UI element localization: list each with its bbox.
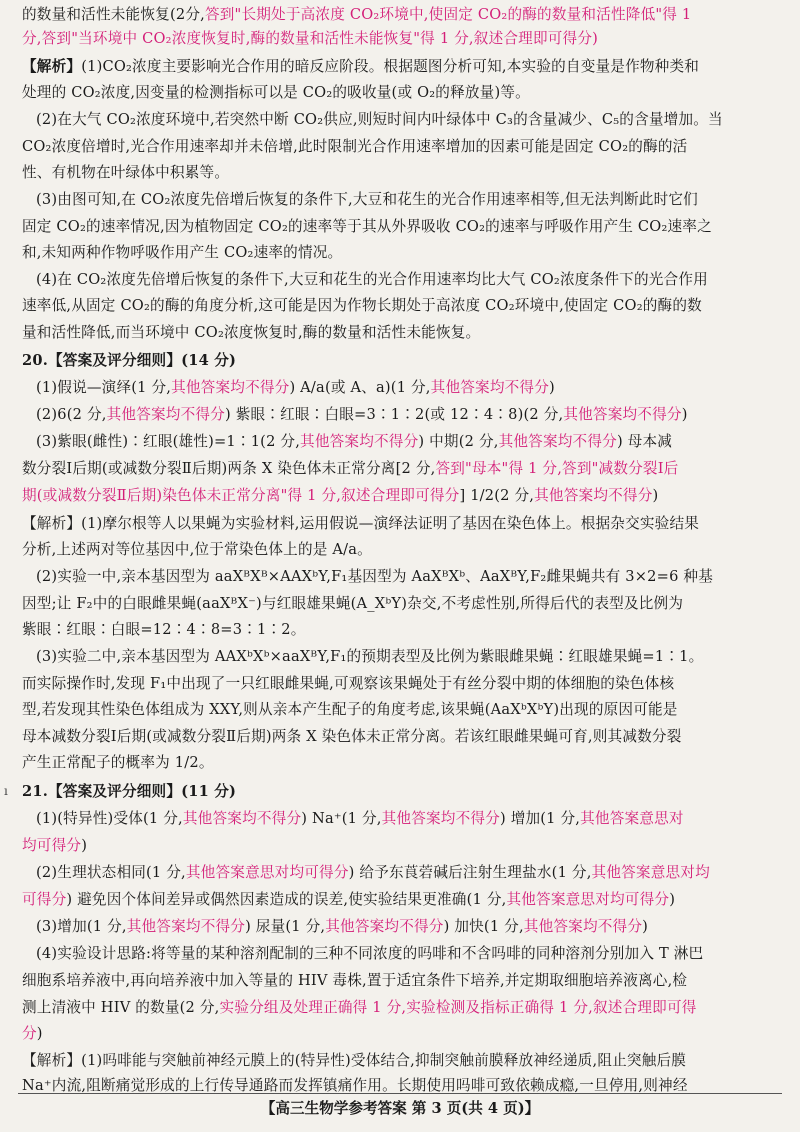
q20-analysis-3: (2)实验一中,亲本基因型为 aaXᴮXᴮ×AAXᵇY,F₁基因型为 AaXᴮXᵇ、AaXᴮY,F₂雌果蝇共有 3×2=6 种基 — [36, 568, 713, 585]
q19-analysis-5: 性、有机物在叶绿体中积累等。 — [22, 164, 230, 181]
q19-line-1: 分,答到"当环境中 CO₂浓度恢复时,酶的数量和活性未能恢复"得 1 分,叙述合理即可得分) — [22, 30, 599, 47]
footer-rule — [18, 1093, 782, 1094]
q21-answer-9: 分) — [22, 1025, 43, 1042]
q21-answer-8: 测上清液中 HIV 的数量(2 分,实验分组及处理正确得 1 分,实验检测及指标正确得 1 分,叙述合理即可得 — [22, 999, 697, 1016]
q19-analysis-10: 速率低,从固定 CO₂的酶的角度分析,这可能是因为作物长期处于高浓度 CO₂环境中,使固定 CO₂的酶的数 — [22, 297, 702, 314]
q20-analysis-6: (3)实验二中,亲本基因型为 AAXᵇXᵇ×aaXᴮY,F₁的预期表型及比例为紫眼雌果蝇∶红眼雄果蝇=1∶1。 — [36, 648, 704, 665]
q20-answer-5: 期(或减数分裂Ⅱ后期)染色体未正常分离"得 1 分,叙述合理即可得分] 1/2(2 分,其他答案均不得分) — [22, 487, 659, 504]
q20-answer-1: (1)假说—演绎(1 分,其他答案均不得分) A/a(或 A、a)(1 分,其他答案均不得分) — [36, 379, 555, 396]
q20-analysis-2: 分析,上述两对等位基因中,位于常染色体上的是 A/a。 — [22, 541, 372, 558]
page-footer: 【高三生物学参考答案 第 3 页(共 4 页)】 — [260, 1100, 540, 1117]
q21-answer-4: 可得分) 避免因个体间差异或偶然因素造成的误差,使实验结果更准确(1 分,其他答案意思对均可得分) — [22, 891, 676, 908]
margin-mark: ı — [4, 784, 8, 798]
q19-analysis-3: (2)在大气 CO₂浓度环境中,若突然中断 CO₂供应,则短时间内叶绿体中 C₃的含量减少、C₅的含量增加。当 — [36, 111, 723, 128]
q19-analysis-1: 【解析】(1)CO₂浓度主要影响光合作用的暗反应阶段。根据题图分析可知,本实验的自变量是作物种类和 — [22, 58, 700, 75]
q20-analysis-7: 而实际操作时,发现 F₁中出现了一只红眼雌果蝇,可观察该果蝇处于有丝分裂中期的体细胞的染色体核 — [22, 675, 675, 692]
q20-analysis-9: 母本减数分裂Ⅰ后期(或减数分裂Ⅱ后期)两条 X 染色体未正常分离。若该红眼雌果蝇可育,则其减数分裂 — [22, 728, 682, 745]
q20-answer-3: (3)紫眼(雌性)∶红眼(雄性)=1∶1(2 分,其他答案均不得分) 中期(2 分,其他答案均不得分) 母本减 — [36, 433, 673, 450]
q21-header: 21.【答案及评分细则】(11 分) — [22, 783, 237, 800]
q19-analysis-4: CO₂浓度倍增时,光合作用速率却并未倍增,此时限制光合作用速率增加的因素可能是固定 CO₂的酶的活 — [22, 138, 688, 155]
q21-answer-1: (1)(特异性)受体(1 分,其他答案均不得分) Na⁺(1 分,其他答案均不得分) 增加(1 分,其他答案意思对 — [36, 810, 684, 827]
q20-answer-4: 数分裂Ⅰ后期(或减数分裂Ⅱ后期)两条 X 染色体未正常分离[2 分,答到"母本"得 1 分,答到"减数分裂Ⅰ后 — [22, 460, 679, 477]
q20-analysis-1: 【解析】(1)摩尔根等人以果蝇为实验材料,运用假说—演绎法证明了基因在染色体上。根据杂交实验结果 — [22, 515, 700, 532]
q20-analysis-5: 紫眼∶红眼∶白眼=12∶4∶8=3∶1∶2。 — [22, 621, 306, 638]
q20-answer-2: (2)6(2 分,其他答案均不得分) 紫眼∶红眼∶白眼=3∶1∶2(或 12∶4∶8)(2 分,其他答案均不得分) — [36, 406, 688, 423]
q21-answer-3: (2)生理状态相同(1 分,其他答案意思对均可得分) 给予东莨菪碱后注射生理盐水(1 分,其他答案意思对均 — [36, 864, 710, 881]
q19-analysis-8: 和,未知两种作物呼吸作用产生 CO₂速率的情况。 — [22, 244, 343, 261]
q20-analysis-8: 型,若发现其性染色体组成为 XXY,则从亲本产生配子的角度考虑,该果蝇(AaXᵇXᵇY)出现的原因可能是 — [22, 701, 678, 718]
q20-analysis-4: 因型;让 F₂中的白眼雌果蝇(aaXᴮX⁻)与红眼雄果蝇(A_XᵇY)杂交,不考虑性别,所得后代的表型及比例为 — [22, 595, 684, 612]
q19-line-0: 的数量和活性未能恢复(2分,答到"长期处于高浓度 CO₂环境中,使固定 CO₂的酶的数量和活性降低"得 1 — [22, 6, 692, 23]
q21-answer-7: 细胞系培养液中,再向培养液中加入等量的 HIV 毒株,置于适宜条件下培养,并定期取细胞培养液离心,检 — [22, 972, 688, 989]
q19-analysis-6: (3)由图可知,在 CO₂浓度先倍增后恢复的条件下,大豆和花生的光合作用速率相等,但无法判断此时它们 — [36, 191, 698, 208]
q21-answer-2: 均可得分) — [22, 837, 88, 854]
q21-analysis-1: 【解析】(1)吗啡能与突触前神经元膜上的(特异性)受体结合,抑制突触前膜释放神经递质,阻止突触后膜 — [22, 1052, 687, 1069]
q19-analysis-7: 固定 CO₂的速率情况,因为植物固定 CO₂的速率等于其从外界吸收 CO₂的速率与呼吸作用产生 CO₂速率之 — [22, 218, 712, 235]
q19-analysis-2: 处理的 CO₂浓度,因变量的检测指标可以是 CO₂的吸收量(或 O₂的释放量)等。 — [22, 84, 530, 101]
q20-analysis-10: 产生正常配子的概率为 1/2。 — [22, 754, 214, 771]
q20-header: 20.【答案及评分细则】(14 分) — [22, 352, 237, 369]
q21-analysis-2: Na⁺内流,阻断痛觉形成的上行传导通路而发挥镇痛作用。长期使用吗啡可致依赖成瘾,一旦停用,则神经 — [22, 1077, 688, 1094]
q21-answer-6: (4)实验设计思路:将等量的某种溶剂配制的三种不同浓度的吗啡和不含吗啡的同种溶剂分别加入 T 淋巴 — [36, 945, 704, 962]
q19-analysis-11: 量和活性降低,而当环境中 CO₂浓度恢复时,酶的数量和活性未能恢复。 — [22, 324, 481, 341]
q21-answer-5: (3)增加(1 分,其他答案均不得分) 尿量(1 分,其他答案均不得分) 加快(1 分,其他答案均不得分) — [36, 918, 649, 935]
q19-analysis-9: (4)在 CO₂浓度先倍增后恢复的条件下,大豆和花生的光合作用速率均比大气 CO₂浓度条件下的光合作用 — [36, 271, 708, 288]
